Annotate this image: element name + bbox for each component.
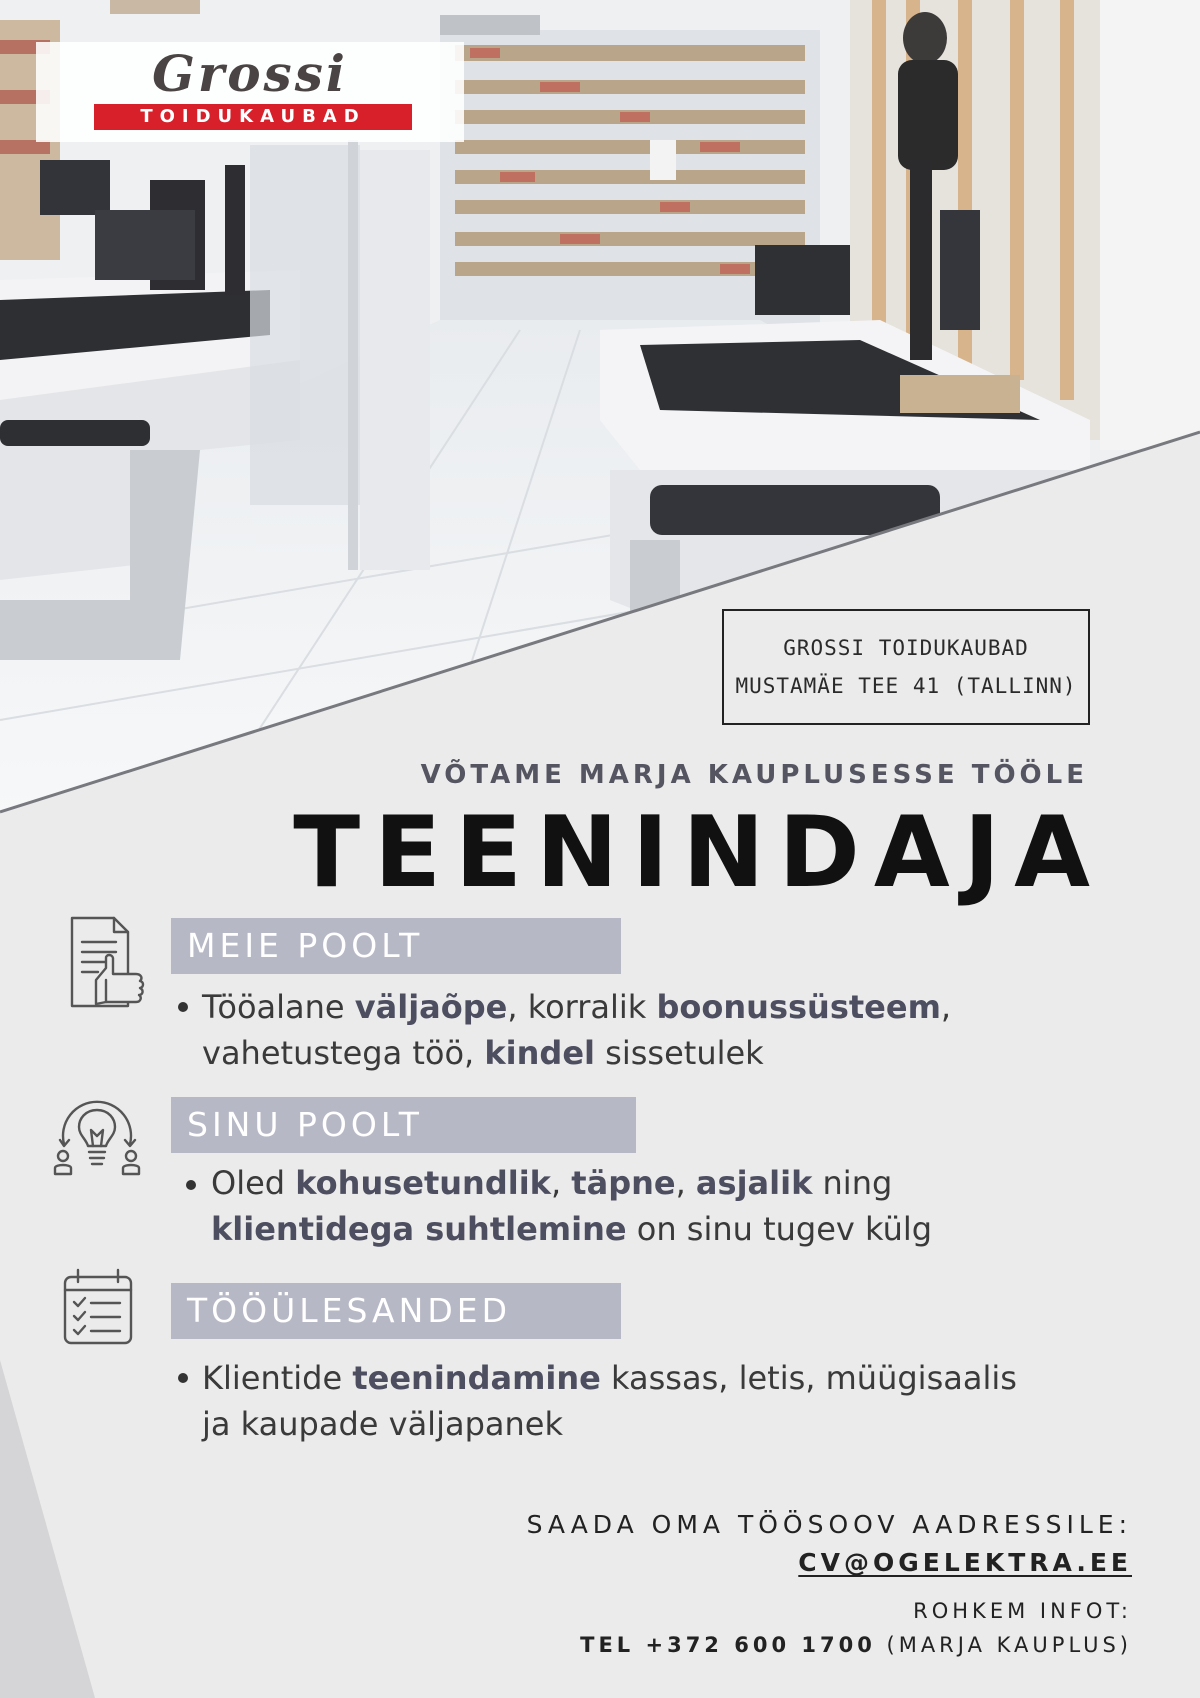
phone-line xyxy=(580,1633,1132,1657)
logo-band-text: TOIDUKAUBAD xyxy=(94,104,412,130)
document-thumbs-up-icon xyxy=(66,916,148,1012)
email-link[interactable]: CV@OGELEKTRA.EE xyxy=(798,1548,1132,1577)
store-address-box xyxy=(722,609,1090,725)
info-label: ROHKEM INFOT: xyxy=(913,1599,1132,1623)
section-text-tooulesanded: Klientide teenindamine kassas, letis, müügisaalis ja kaupade väljapanek xyxy=(202,1359,1017,1443)
calendar-checklist-icon xyxy=(62,1268,134,1346)
apply-label: SAADA OMA TÖÖSOOV AADRESSILE: xyxy=(526,1510,1132,1539)
job-title: TEENINDAJA xyxy=(293,796,1104,910)
section-header-tooulesanded: TÖÖÜLESANDED xyxy=(171,1283,621,1339)
phone-note: (MARJA KAUPLUS) xyxy=(875,1633,1132,1657)
section-header-meie-poolt: MEIE POOLT xyxy=(171,918,621,974)
bullet-dot xyxy=(186,1180,196,1190)
store-name: GROSSI TOIDUKAUBAD xyxy=(783,636,1029,660)
bullet-dot xyxy=(178,1002,188,1012)
grossi-logo xyxy=(36,42,464,142)
section-text-sinu-poolt: Oled kohusetundlik, täpne, asjalik ning klientidega suhtlemine on sinu tugev külg xyxy=(211,1164,933,1248)
lightbulb-people-icon xyxy=(52,1088,142,1176)
section-text-meie-poolt: Tööalane väljaõpe, korralik boonussüsteem, vahetustega töö, kindel sissetulek xyxy=(202,988,952,1072)
store-address: MUSTAMÄE TEE 41 (TALLINN) xyxy=(735,674,1077,698)
phone-number[interactable]: TEL +372 600 1700 xyxy=(580,1633,876,1657)
logo-script-text: Grossi xyxy=(152,44,348,103)
bullet-dot xyxy=(178,1373,188,1383)
section-header-sinu-poolt: SINU POOLT xyxy=(171,1097,636,1153)
hiring-subtitle: VÕTAME MARJA KAUPLUSESSE TÖÖLE xyxy=(420,760,1088,790)
